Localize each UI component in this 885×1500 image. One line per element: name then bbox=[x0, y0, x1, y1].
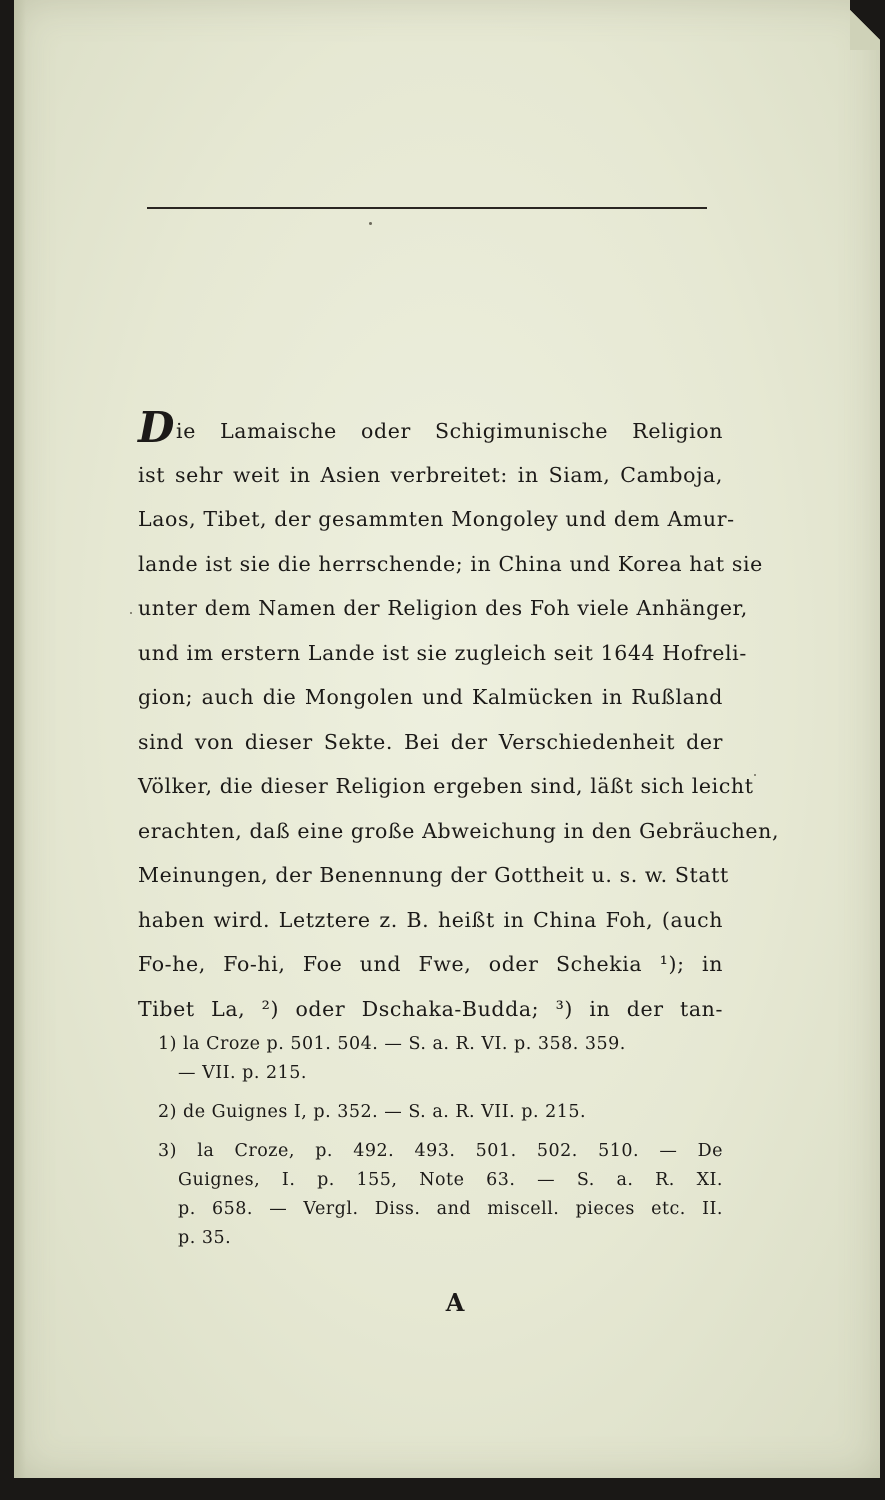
page-edge-shadow bbox=[14, 0, 26, 1478]
header-rule bbox=[147, 207, 707, 209]
footnote-line: 1) la Croze p. 501. 504. — S. a. R. VI. p. 358. 359. bbox=[158, 1034, 626, 1054]
text-line: Laos, Tibet, der gesammten Mongoley und dem Amur- bbox=[138, 507, 735, 531]
drop-cap: D bbox=[138, 403, 176, 452]
footnote-line: p. 658. — Vergl. Diss. and miscell. pieces etc. II. bbox=[178, 1199, 723, 1219]
text-line: Fo-he, Fo-hi, Foe und Fwe, oder Schekia ¹); in bbox=[138, 952, 723, 976]
text-line: Meinungen, der Benennung der Gottheit u. s. w. Statt bbox=[138, 863, 729, 887]
paper-speck bbox=[754, 774, 756, 776]
book-page bbox=[14, 0, 880, 1478]
paper-speck bbox=[369, 222, 372, 225]
signature-mark: A bbox=[445, 1288, 465, 1317]
paper-speck bbox=[130, 612, 132, 614]
main-text bbox=[138, 403, 780, 1031]
text-line: unter dem Namen der Religion des Foh viele Anhänger, bbox=[138, 596, 748, 620]
footnote-line: — VII. p. 215. bbox=[178, 1063, 307, 1083]
footnote-line: p. 35. bbox=[178, 1228, 232, 1248]
text-line: Völker, die dieser Religion ergeben sind, läßt sich leicht bbox=[138, 774, 754, 798]
page-corner bbox=[850, 0, 880, 50]
footnote-1 bbox=[158, 1030, 723, 1088]
footnotes bbox=[158, 1030, 723, 1263]
text-line: gion; auch die Mongolen und Kalmücken in Rußland bbox=[138, 685, 723, 709]
text-line: und im erstern Lande ist sie zugleich seit 1644 Hofreli- bbox=[138, 640, 747, 665]
footnote-2 bbox=[158, 1098, 723, 1127]
text-line: lande ist sie die herrschende; in China und Korea hat sie bbox=[138, 551, 763, 576]
text-line: Die Lamaische oder Schigimunische Religion bbox=[138, 403, 723, 452]
text-line: sind von dieser Sekte. Bei der Verschiedenheit der bbox=[138, 729, 723, 754]
footnote-3 bbox=[158, 1137, 723, 1253]
text-line: Tibet La, ²) oder Dschaka-Budda; ³) in der tan- bbox=[138, 996, 723, 1021]
footnote-line: 2) de Guignes I, p. 352. — S. a. R. VII. p. 215. bbox=[158, 1102, 587, 1122]
text-line: ist sehr weit in Asien verbreitet: in Siam, Camboja, bbox=[138, 462, 723, 487]
text-line: haben wird. Letztere z. B. heißt in China Foh, (auch bbox=[138, 907, 723, 932]
footnote-line: 3) la Croze, p. 492. 493. 501. 502. 510. — De bbox=[158, 1141, 723, 1161]
footnote-line: Guignes, I. p. 155, Note 63. — S. a. R. XI. bbox=[178, 1170, 723, 1190]
text-line: erachten, daß eine große Abweichung in den Gebräuchen, bbox=[138, 818, 780, 843]
